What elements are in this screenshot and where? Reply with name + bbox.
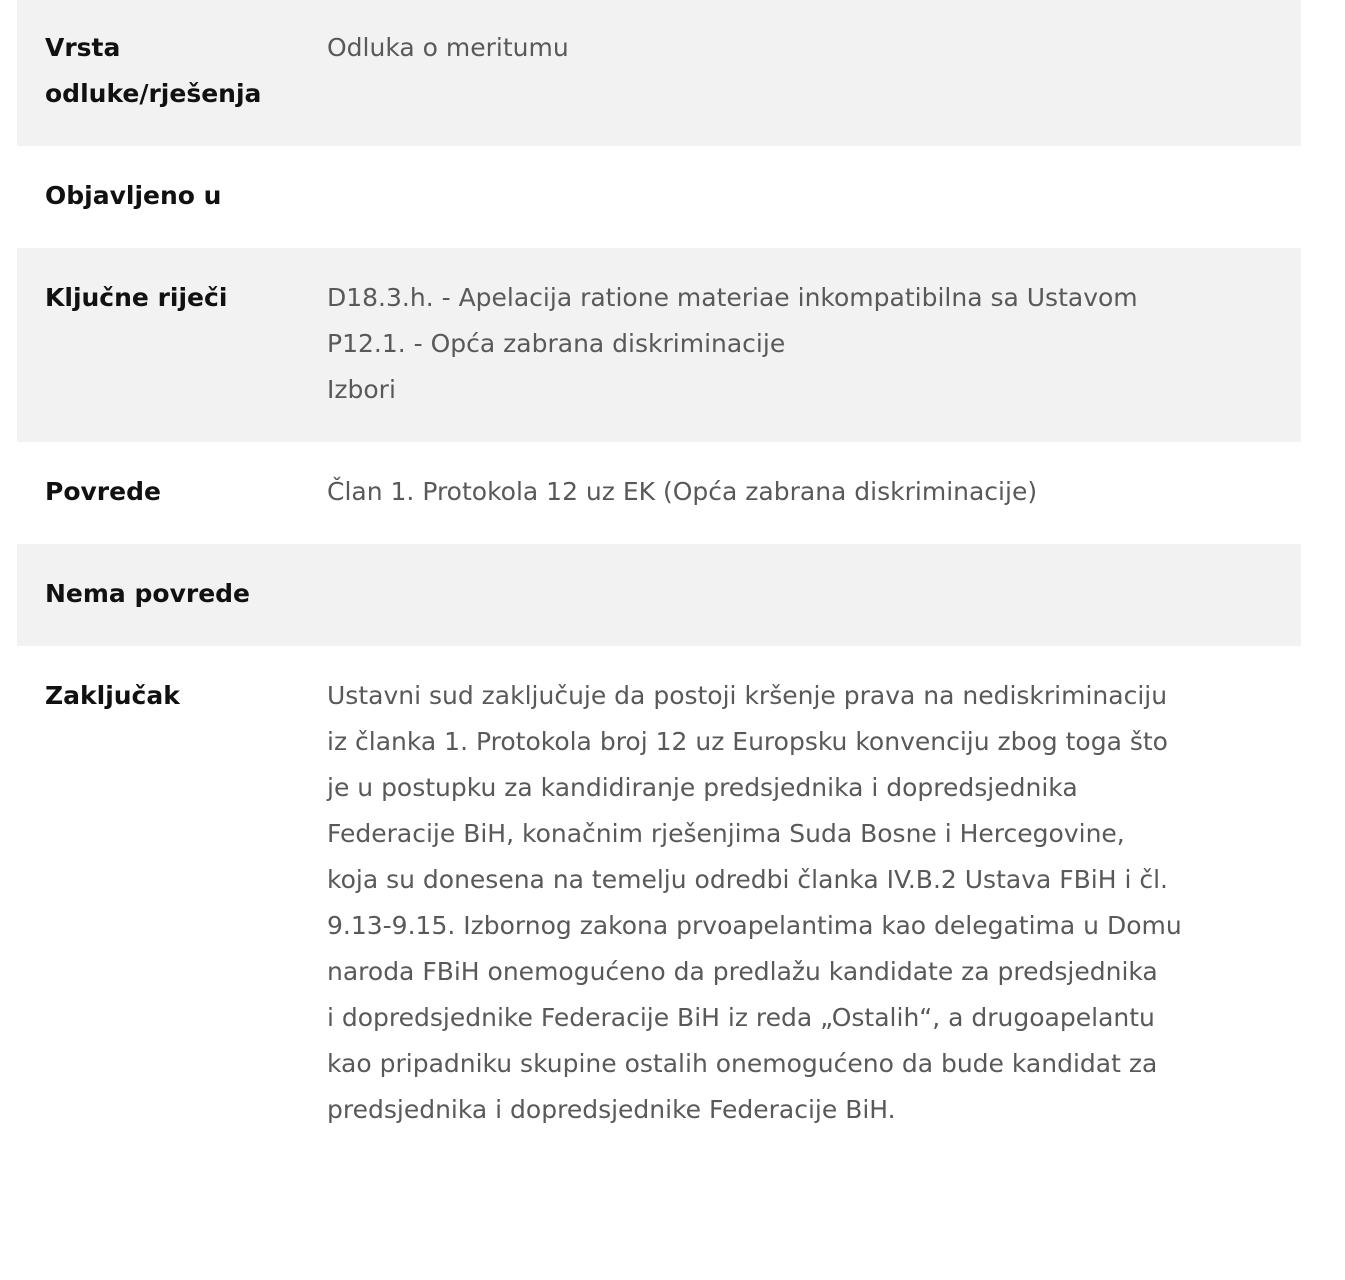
conclusion-line: Federacije BiH, konačnim rješenjima Suda Bosne i Hercegovine, bbox=[327, 819, 1125, 848]
decision-details-table bbox=[17, 0, 1301, 1166]
label-no-violation: Nema povrede bbox=[45, 579, 251, 608]
value-decision-type: Odluka o meritumu bbox=[327, 33, 569, 62]
value-no-violation bbox=[327, 571, 1301, 646]
row-decision-type bbox=[17, 0, 1301, 146]
row-no-violation bbox=[17, 544, 1301, 646]
keyword-item: P12.1. - Opća zabrana diskriminacije bbox=[327, 329, 786, 358]
row-conclusion bbox=[17, 646, 1301, 1166]
value-published-in bbox=[327, 173, 1301, 248]
label-published-in: Objavljeno u bbox=[45, 181, 222, 210]
keyword-item: Izbori bbox=[327, 375, 396, 404]
keyword-item: D18.3.h. - Apelacija ratione materiae inkompatibilna sa Ustavom bbox=[327, 283, 1138, 312]
conclusion-line: i dopredsjednike Federacije BiH iz reda „Ostalih“, a drugoapelantu bbox=[327, 1003, 1155, 1032]
row-keywords bbox=[17, 248, 1301, 442]
conclusion-line: je u postupku za kandidiranje predsjednika i dopredsjednika bbox=[327, 773, 1078, 802]
conclusion-line: koja su donesena na temelju odredbi članka IV.B.2 Ustava FBiH i čl. bbox=[327, 865, 1169, 894]
conclusion-line: naroda FBiH onemogućeno da predlažu kandidate za predsjednika bbox=[327, 957, 1158, 986]
conclusion-line: predsjednika i dopredsjednike Federacije BiH. bbox=[327, 1095, 896, 1124]
conclusion-line: iz članka 1. Protokola broj 12 uz Europsku konvenciju zbog toga što bbox=[327, 727, 1168, 756]
label-decision-type-line1: Vrsta bbox=[45, 33, 121, 62]
label-keywords: Ključne riječi bbox=[45, 283, 228, 312]
row-violations bbox=[17, 442, 1301, 544]
conclusion-line: Ustavni sud zaključuje da postoji kršenje prava na nediskriminaciju bbox=[327, 681, 1168, 710]
conclusion-line: 9.13-9.15. Izbornog zakona prvoapelantima kao delegatima u Domu bbox=[327, 911, 1182, 940]
label-decision-type bbox=[45, 25, 327, 146]
row-published-in bbox=[17, 146, 1301, 248]
conclusion-line: kao pripadniku skupine ostalih onemogućeno da bude kandidat za bbox=[327, 1049, 1158, 1078]
value-keywords bbox=[327, 275, 1301, 442]
label-conclusion: Zaključak bbox=[45, 681, 180, 710]
label-violations: Povrede bbox=[45, 477, 161, 506]
value-conclusion bbox=[327, 673, 1301, 1166]
value-violations: Član 1. Protokola 12 uz EK (Opća zabrana diskriminacije) bbox=[327, 477, 1038, 506]
label-decision-type-line2: odluke/rješenja bbox=[45, 79, 262, 108]
